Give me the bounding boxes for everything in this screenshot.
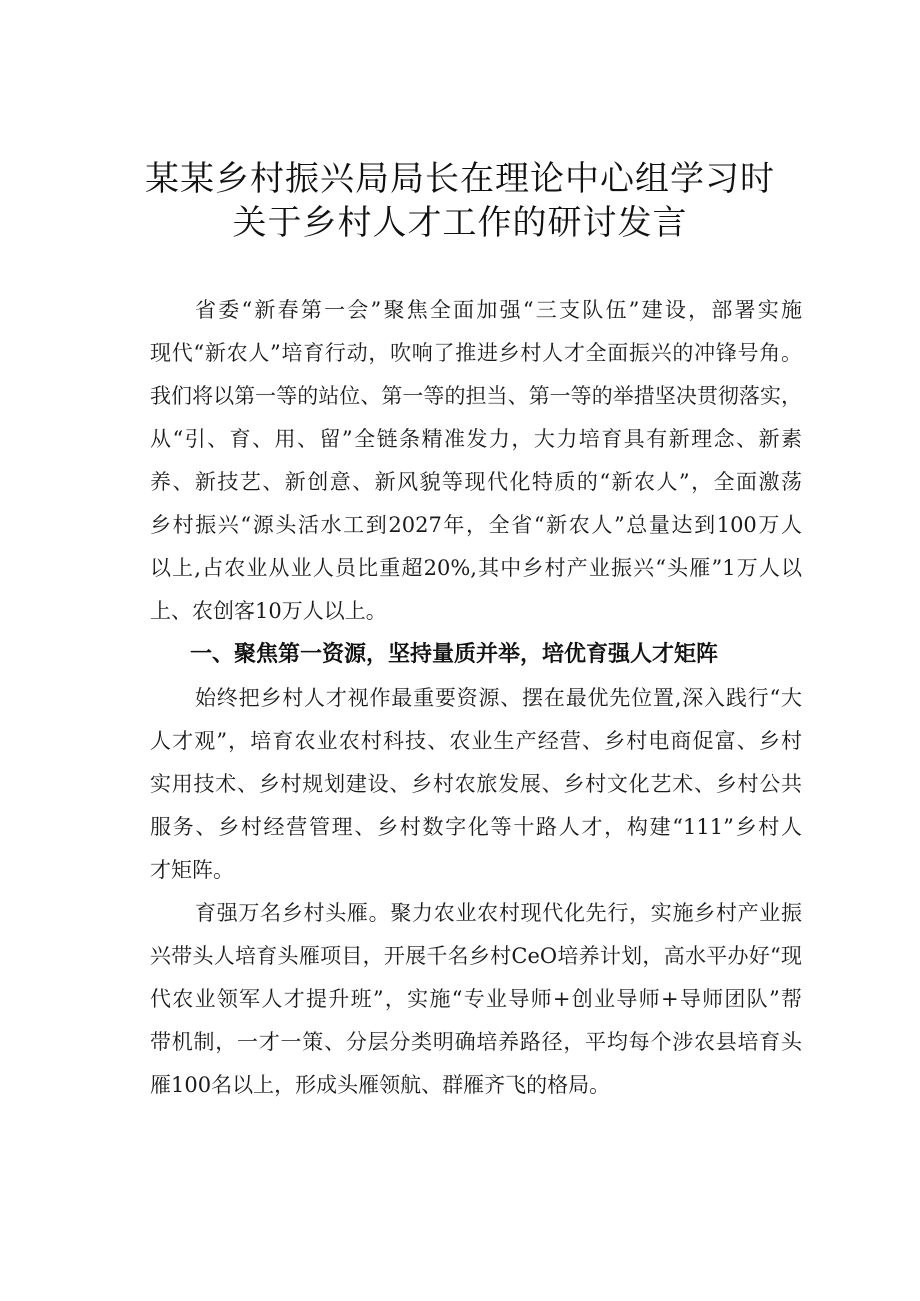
section-1-para-2-line-2: 兴带头人培育头雁项目，开展千名乡村CeO培养计划，高水平办好“现 bbox=[150, 944, 802, 968]
intro-line-3: 我们将以第一等的站位、第一等的担当、第一等的举措坚决贯彻落实， bbox=[150, 384, 802, 408]
section-1-para-2-line-5: 雁100名以上，形成头雁领航、群雁齐飞的格局。 bbox=[150, 1073, 611, 1097]
intro-line-6: 乡村振兴“源头活水工到2027年，全省“新农人”总量达到100万人 bbox=[150, 513, 802, 537]
section-1-para-2-line-4: 带机制，一才一策、分层分类明确培养路径，平均每个涉农县培育头 bbox=[150, 1030, 802, 1054]
section-1-para-1-line-2: 人才观”，培育农业农村科技、农业生产经营、乡村电商促富、乡村 bbox=[150, 729, 802, 753]
document-title-line-1: 某某乡村振兴局局长在理论中心组学习时 bbox=[145, 159, 775, 199]
document-title-line-2: 关于乡村人才工作的研讨发言 bbox=[232, 203, 688, 243]
intro-line-2: 现代“新农人”培育行动，吹响了推进乡村人才全面振兴的冲锋号角。 bbox=[150, 341, 802, 365]
section-1-para-1-line-5: 才矩阵。 bbox=[150, 858, 234, 882]
intro-line-5: 养、新技艺、新创意、新风貌等现代化特质的“新农人”，全面激荡 bbox=[150, 470, 802, 494]
section-1-heading: 一、聚焦第一资源，坚持量质并举，培优育强人才矩阵 bbox=[190, 642, 719, 667]
intro-line-4: 从“引、育、用、留”全链条精准发力，大力培育具有新理念、新素 bbox=[150, 427, 802, 451]
section-1-para-1-line-4: 服务、乡村经营管理、乡村数字化等十路人才，构建“111”乡村人 bbox=[150, 815, 802, 839]
section-1-para-2-line-3: 代农业领军人才提升班”，实施“专业导师+创业导师+导师团队”帮 bbox=[150, 987, 802, 1011]
section-1-para-1-line-3: 实用技术、乡村规划建设、乡村农旅发展、乡村文化艺术、乡村公共 bbox=[150, 772, 802, 796]
intro-line-8: 上、农创客10万人以上。 bbox=[150, 599, 387, 623]
intro-line-7: 以上,占农业从业人员比重超20%,其中乡村产业振兴“头雁”1万人以 bbox=[150, 556, 802, 580]
section-1-para-2-line-1: 育强万名乡村头雁。聚力农业农村现代化先行，实施乡村产业振 bbox=[195, 901, 802, 925]
section-1-para-1-line-1: 始终把乡村人才视作最重要资源、摆在最优先位置,深入践行“大 bbox=[195, 686, 802, 710]
intro-line-1: 省委“新春第一会”聚焦全面加强“三支队伍”建设，部署实施 bbox=[195, 298, 802, 322]
